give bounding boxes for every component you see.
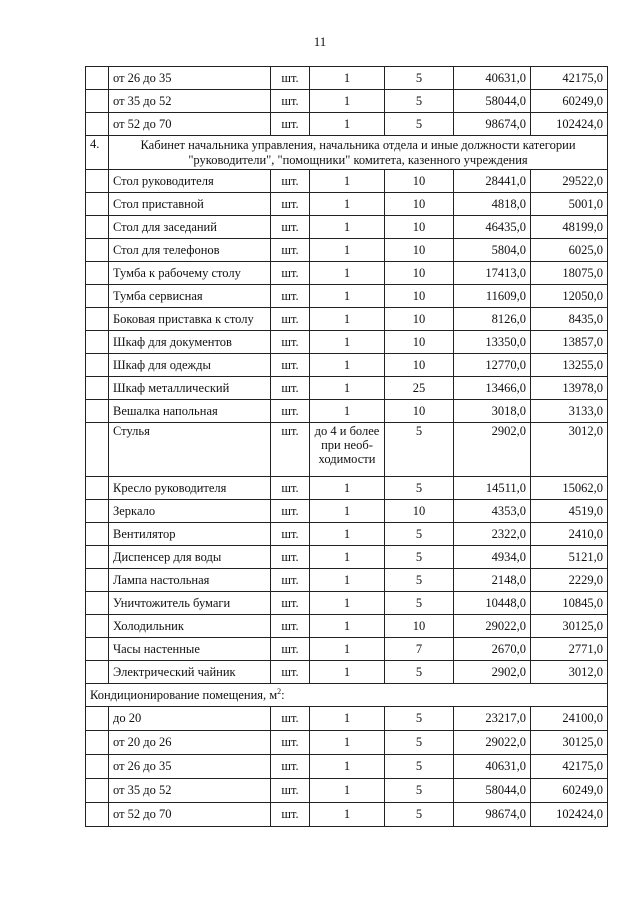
quantity-cell: 1 bbox=[310, 285, 385, 308]
unit-cell: шт. bbox=[271, 400, 310, 423]
unit-cell: шт. bbox=[271, 239, 310, 262]
unit-cell: шт. bbox=[271, 113, 310, 136]
number-cell bbox=[86, 592, 109, 615]
item-name-cell: Стол для телефонов bbox=[109, 239, 271, 262]
price-max-cell: 13857,0 bbox=[531, 331, 608, 354]
price-cell: 98674,0 bbox=[454, 113, 531, 136]
price-max-cell: 3133,0 bbox=[531, 400, 608, 423]
price-max-cell: 12050,0 bbox=[531, 285, 608, 308]
price-cell: 2902,0 bbox=[454, 423, 531, 477]
table-row bbox=[86, 546, 608, 569]
price-max-cell: 30125,0 bbox=[531, 731, 608, 755]
item-name-cell: Лампа настольная bbox=[109, 569, 271, 592]
unit-cell: шт. bbox=[271, 331, 310, 354]
table-row bbox=[86, 193, 608, 216]
price-max-cell: 2771,0 bbox=[531, 638, 608, 661]
item-name-cell: Стол руководителя bbox=[109, 170, 271, 193]
price-max-cell: 42175,0 bbox=[531, 67, 608, 90]
price-cell: 98674,0 bbox=[454, 803, 531, 827]
unit-cell: шт. bbox=[271, 354, 310, 377]
service-life-cell: 5 bbox=[385, 779, 454, 803]
price-cell: 4818,0 bbox=[454, 193, 531, 216]
quantity-cell: 1 bbox=[310, 477, 385, 500]
quantity-cell: 1 bbox=[310, 354, 385, 377]
unit-cell: шт. bbox=[271, 592, 310, 615]
table-row bbox=[86, 113, 608, 136]
quantity-cell: 1 bbox=[310, 262, 385, 285]
item-name-cell: от 26 до 35 bbox=[109, 67, 271, 90]
quantity-cell: 1 bbox=[310, 779, 385, 803]
number-cell bbox=[86, 638, 109, 661]
service-life-cell: 5 bbox=[385, 755, 454, 779]
table-row bbox=[86, 308, 608, 331]
conditioning-unit-power: 2 bbox=[277, 686, 282, 696]
price-cell: 40631,0 bbox=[454, 755, 531, 779]
quantity-cell: 1 bbox=[310, 193, 385, 216]
item-name-cell: Электрический чайник bbox=[109, 661, 271, 684]
service-life-cell: 10 bbox=[385, 170, 454, 193]
unit-cell: шт. bbox=[271, 615, 310, 638]
service-life-cell: 7 bbox=[385, 638, 454, 661]
item-name-cell: Кресло руководителя bbox=[109, 477, 271, 500]
number-cell bbox=[86, 90, 109, 113]
price-max-cell: 102424,0 bbox=[531, 803, 608, 827]
table-row bbox=[86, 216, 608, 239]
table-row bbox=[86, 803, 608, 827]
table-row bbox=[86, 423, 608, 477]
table-row bbox=[86, 569, 608, 592]
equipment-table bbox=[85, 66, 608, 827]
quantity-cell: 1 bbox=[310, 377, 385, 400]
service-life-cell: 5 bbox=[385, 523, 454, 546]
service-life-cell: 5 bbox=[385, 803, 454, 827]
service-life-cell: 5 bbox=[385, 423, 454, 477]
item-name-cell: до 20 bbox=[109, 707, 271, 731]
table-row bbox=[86, 755, 608, 779]
service-life-cell: 5 bbox=[385, 661, 454, 684]
price-cell: 13466,0 bbox=[454, 377, 531, 400]
item-name-cell: Шкаф металлический bbox=[109, 377, 271, 400]
price-cell: 58044,0 bbox=[454, 779, 531, 803]
item-name-cell: Боковая приставка к столу bbox=[109, 308, 271, 331]
number-cell bbox=[86, 262, 109, 285]
table-row bbox=[86, 731, 608, 755]
price-max-cell: 8435,0 bbox=[531, 308, 608, 331]
conditioning-suffix: : bbox=[281, 687, 285, 702]
quantity-cell: 1 bbox=[310, 803, 385, 827]
quantity-cell: 1 bbox=[310, 592, 385, 615]
quantity-cell: 1 bbox=[310, 67, 385, 90]
unit-cell: шт. bbox=[271, 262, 310, 285]
item-name-cell: Шкаф для документов bbox=[109, 331, 271, 354]
unit-cell: шт. bbox=[271, 216, 310, 239]
service-life-cell: 10 bbox=[385, 331, 454, 354]
number-cell bbox=[86, 523, 109, 546]
number-cell bbox=[86, 546, 109, 569]
item-name-cell: от 35 до 52 bbox=[109, 779, 271, 803]
price-max-cell: 3012,0 bbox=[531, 661, 608, 684]
price-cell: 17413,0 bbox=[454, 262, 531, 285]
unit-cell: шт. bbox=[271, 661, 310, 684]
quantity-cell: 1 bbox=[310, 731, 385, 755]
service-life-cell: 10 bbox=[385, 285, 454, 308]
table-body bbox=[86, 67, 608, 827]
number-cell bbox=[86, 239, 109, 262]
table-row bbox=[86, 477, 608, 500]
table-row bbox=[86, 592, 608, 615]
item-name-cell: Часы настенные bbox=[109, 638, 271, 661]
quantity-cell: 1 bbox=[310, 638, 385, 661]
number-cell bbox=[86, 661, 109, 684]
table-row bbox=[86, 170, 608, 193]
item-name-cell: Стол для заседаний bbox=[109, 216, 271, 239]
price-cell: 4934,0 bbox=[454, 546, 531, 569]
conditioning-label: Кондиционирование помещения, м bbox=[90, 687, 278, 702]
price-cell: 29022,0 bbox=[454, 615, 531, 638]
quantity-cell: 1 bbox=[310, 170, 385, 193]
service-life-cell: 10 bbox=[385, 615, 454, 638]
service-life-cell: 10 bbox=[385, 216, 454, 239]
price-cell: 29022,0 bbox=[454, 731, 531, 755]
price-max-cell: 13255,0 bbox=[531, 354, 608, 377]
unit-cell: шт. bbox=[271, 423, 310, 477]
service-life-cell: 5 bbox=[385, 90, 454, 113]
price-cell: 28441,0 bbox=[454, 170, 531, 193]
table-row bbox=[86, 779, 608, 803]
number-cell bbox=[86, 615, 109, 638]
number-cell bbox=[86, 707, 109, 731]
quantity-cell: 1 bbox=[310, 239, 385, 262]
price-max-cell: 10845,0 bbox=[531, 592, 608, 615]
service-life-cell: 5 bbox=[385, 707, 454, 731]
service-life-cell: 5 bbox=[385, 67, 454, 90]
price-cell: 4353,0 bbox=[454, 500, 531, 523]
unit-cell: шт. bbox=[271, 803, 310, 827]
item-name-cell: от 26 до 35 bbox=[109, 755, 271, 779]
service-life-cell: 5 bbox=[385, 113, 454, 136]
quantity-cell: 1 bbox=[310, 707, 385, 731]
price-cell: 5804,0 bbox=[454, 239, 531, 262]
service-life-cell: 10 bbox=[385, 400, 454, 423]
quantity-cell: 1 bbox=[310, 661, 385, 684]
table-row bbox=[86, 638, 608, 661]
quantity-cell: 1 bbox=[310, 216, 385, 239]
price-max-cell: 29522,0 bbox=[531, 170, 608, 193]
number-cell bbox=[86, 400, 109, 423]
table-row bbox=[86, 661, 608, 684]
price-max-cell: 48199,0 bbox=[531, 216, 608, 239]
price-cell: 46435,0 bbox=[454, 216, 531, 239]
price-max-cell: 2410,0 bbox=[531, 523, 608, 546]
number-cell bbox=[86, 423, 109, 477]
subsection-row bbox=[86, 684, 608, 707]
price-max-cell: 5121,0 bbox=[531, 546, 608, 569]
item-name-cell: Холодильник bbox=[109, 615, 271, 638]
service-life-cell: 10 bbox=[385, 239, 454, 262]
quantity-cell: 1 bbox=[310, 755, 385, 779]
page-number: 11 bbox=[313, 34, 327, 49]
price-max-cell: 4519,0 bbox=[531, 500, 608, 523]
unit-cell: шт. bbox=[271, 779, 310, 803]
number-cell bbox=[86, 170, 109, 193]
price-max-cell: 42175,0 bbox=[531, 755, 608, 779]
price-max-cell: 24100,0 bbox=[531, 707, 608, 731]
number-cell bbox=[86, 569, 109, 592]
unit-cell: шт. bbox=[271, 193, 310, 216]
item-name-cell: Стулья bbox=[109, 423, 271, 477]
table-row bbox=[86, 615, 608, 638]
table-row bbox=[86, 90, 608, 113]
item-name-cell: Уничтожитель бумаги bbox=[109, 592, 271, 615]
unit-cell: шт. bbox=[271, 377, 310, 400]
service-life-cell: 5 bbox=[385, 731, 454, 755]
table-row bbox=[86, 707, 608, 731]
number-cell bbox=[86, 67, 109, 90]
number-cell bbox=[86, 755, 109, 779]
number-cell bbox=[86, 285, 109, 308]
price-cell: 40631,0 bbox=[454, 67, 531, 90]
item-name-cell: Зеркало bbox=[109, 500, 271, 523]
quantity-cell: 1 bbox=[310, 523, 385, 546]
price-cell: 11609,0 bbox=[454, 285, 531, 308]
price-max-cell: 18075,0 bbox=[531, 262, 608, 285]
unit-cell: шт. bbox=[271, 731, 310, 755]
item-name-cell: Стол приставной bbox=[109, 193, 271, 216]
price-max-cell: 2229,0 bbox=[531, 569, 608, 592]
service-life-cell: 25 bbox=[385, 377, 454, 400]
unit-cell: шт. bbox=[271, 285, 310, 308]
price-cell: 12770,0 bbox=[454, 354, 531, 377]
price-cell: 2670,0 bbox=[454, 638, 531, 661]
number-cell bbox=[86, 500, 109, 523]
table-row bbox=[86, 400, 608, 423]
number-cell bbox=[86, 477, 109, 500]
unit-cell: шт. bbox=[271, 500, 310, 523]
service-life-cell: 10 bbox=[385, 354, 454, 377]
section-number: 4. bbox=[86, 136, 109, 170]
price-max-cell: 3012,0 bbox=[531, 423, 608, 477]
item-name-cell: Диспенсер для воды bbox=[109, 546, 271, 569]
service-life-cell: 10 bbox=[385, 500, 454, 523]
service-life-cell: 10 bbox=[385, 193, 454, 216]
quantity-cell: 1 bbox=[310, 400, 385, 423]
unit-cell: шт. bbox=[271, 638, 310, 661]
item-name-cell: Вешалка напольная bbox=[109, 400, 271, 423]
number-cell bbox=[86, 308, 109, 331]
section-title: Кабинет начальника управления, начальника отдела и иные должности категории "руководители", "помощники" комитета, казенного учреждения bbox=[109, 136, 608, 170]
unit-cell: шт. bbox=[271, 170, 310, 193]
unit-cell: шт. bbox=[271, 477, 310, 500]
quantity-cell: 1 bbox=[310, 331, 385, 354]
unit-cell: шт. bbox=[271, 707, 310, 731]
price-max-cell: 102424,0 bbox=[531, 113, 608, 136]
unit-cell: шт. bbox=[271, 546, 310, 569]
quantity-cell: 1 bbox=[310, 90, 385, 113]
item-name-cell: от 20 до 26 bbox=[109, 731, 271, 755]
table-row bbox=[86, 67, 608, 90]
table-row bbox=[86, 523, 608, 546]
number-cell bbox=[86, 354, 109, 377]
table-row bbox=[86, 354, 608, 377]
price-max-cell: 6025,0 bbox=[531, 239, 608, 262]
number-cell bbox=[86, 779, 109, 803]
table-row bbox=[86, 239, 608, 262]
item-name-cell: Вентилятор bbox=[109, 523, 271, 546]
quantity-cell: 1 bbox=[310, 546, 385, 569]
quantity-cell: 1 bbox=[310, 615, 385, 638]
price-cell: 2148,0 bbox=[454, 569, 531, 592]
unit-cell: шт. bbox=[271, 67, 310, 90]
quantity-cell: 1 bbox=[310, 113, 385, 136]
number-cell bbox=[86, 113, 109, 136]
unit-cell: шт. bbox=[271, 90, 310, 113]
price-max-cell: 15062,0 bbox=[531, 477, 608, 500]
table-row bbox=[86, 285, 608, 308]
item-name-cell: Шкаф для одежды bbox=[109, 354, 271, 377]
item-name-cell: от 35 до 52 bbox=[109, 90, 271, 113]
unit-cell: шт. bbox=[271, 523, 310, 546]
service-life-cell: 5 bbox=[385, 569, 454, 592]
table-row bbox=[86, 500, 608, 523]
number-cell bbox=[86, 377, 109, 400]
number-cell bbox=[86, 193, 109, 216]
quantity-cell: 1 bbox=[310, 569, 385, 592]
table-row bbox=[86, 262, 608, 285]
number-cell bbox=[86, 803, 109, 827]
item-name-cell: Тумба к рабочему столу bbox=[109, 262, 271, 285]
price-max-cell: 13978,0 bbox=[531, 377, 608, 400]
quantity-cell: 1 bbox=[310, 500, 385, 523]
price-cell: 14511,0 bbox=[454, 477, 531, 500]
service-life-cell: 10 bbox=[385, 308, 454, 331]
table-row bbox=[86, 331, 608, 354]
price-max-cell: 60249,0 bbox=[531, 779, 608, 803]
item-name-cell: от 52 до 70 bbox=[109, 113, 271, 136]
item-name-cell: от 52 до 70 bbox=[109, 803, 271, 827]
item-name-cell: Тумба сервисная bbox=[109, 285, 271, 308]
unit-cell: шт. bbox=[271, 308, 310, 331]
price-max-cell: 60249,0 bbox=[531, 90, 608, 113]
price-max-cell: 5001,0 bbox=[531, 193, 608, 216]
price-cell: 3018,0 bbox=[454, 400, 531, 423]
unit-cell: шт. bbox=[271, 569, 310, 592]
price-cell: 10448,0 bbox=[454, 592, 531, 615]
price-cell: 2902,0 bbox=[454, 661, 531, 684]
table-row bbox=[86, 377, 608, 400]
number-cell bbox=[86, 216, 109, 239]
number-cell bbox=[86, 331, 109, 354]
service-life-cell: 5 bbox=[385, 477, 454, 500]
price-cell: 13350,0 bbox=[454, 331, 531, 354]
price-cell: 58044,0 bbox=[454, 90, 531, 113]
unit-cell: шт. bbox=[271, 755, 310, 779]
service-life-cell: 5 bbox=[385, 546, 454, 569]
service-life-cell: 10 bbox=[385, 262, 454, 285]
quantity-cell: до 4 и более при необ- ходимости bbox=[310, 423, 385, 477]
section-row bbox=[86, 136, 608, 170]
price-cell: 23217,0 bbox=[454, 707, 531, 731]
price-max-cell: 30125,0 bbox=[531, 615, 608, 638]
number-cell bbox=[86, 731, 109, 755]
service-life-cell: 5 bbox=[385, 592, 454, 615]
conditioning-header bbox=[86, 684, 608, 707]
price-cell: 8126,0 bbox=[454, 308, 531, 331]
price-cell: 2322,0 bbox=[454, 523, 531, 546]
quantity-cell: 1 bbox=[310, 308, 385, 331]
